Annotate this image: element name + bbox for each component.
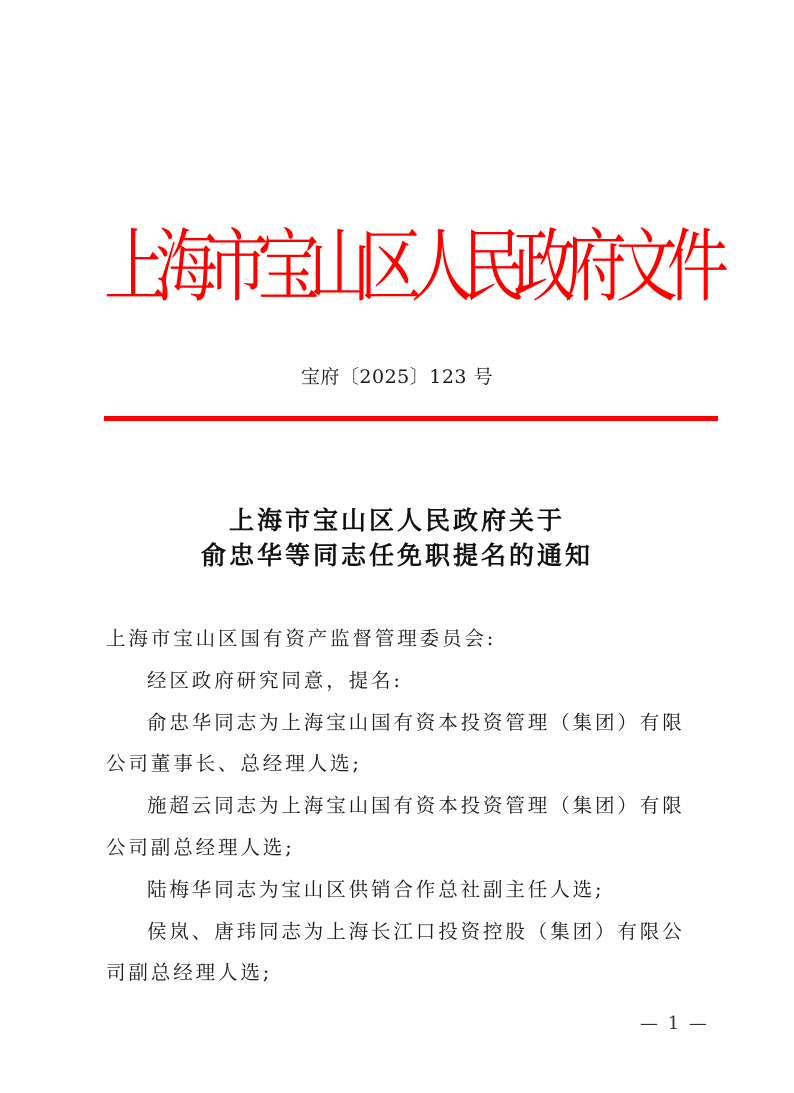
red-separator-rule [104, 416, 718, 421]
document-number: 宝府〔2025〕123 号 [300, 366, 494, 388]
masthead-char: 市 [206, 219, 269, 314]
body-paragraph: 陆梅华同志为宝山区供销合作总社副主任人选; [147, 877, 605, 901]
page-number: — 1 — [640, 1013, 709, 1034]
masthead-char: 民 [462, 219, 525, 314]
document-title [0, 503, 794, 573]
masthead-char: 山 [308, 219, 371, 314]
body-paragraph: 俞忠华同志为上海宝山国有资本投资管理（集团）有限公司董事长、总经理人选; [106, 710, 685, 776]
body-paragraph: 施超云同志为上海宝山国有资本投资管理（集团）有限公司副总经理人选; [106, 794, 685, 859]
document-masthead [104, 204, 729, 329]
body-paragraph: 侯岚、唐玮同志为上海长江口投资控股（集团）有限公司副总经理人选; [106, 919, 685, 985]
masthead-char: 海 [155, 219, 218, 314]
masthead-char: 府 [564, 219, 627, 314]
title-line-1: 上海市宝山区人民政府关于 [228, 506, 565, 535]
masthead-char: 文 [615, 219, 678, 314]
masthead-char: 人 [411, 219, 474, 314]
masthead-char: 宝 [257, 219, 320, 314]
title-line-2: 俞忠华等同志任免职提名的通知 [200, 541, 593, 570]
document-body [106, 618, 696, 994]
masthead-char: 政 [513, 219, 576, 314]
addressee: 上海市宝山区国有资产监督管理委员会: [106, 627, 497, 650]
body-paragraph: 经区政府研究同意，提名: [147, 668, 403, 692]
masthead-char: 区 [359, 219, 422, 314]
masthead-char: 件 [666, 219, 729, 314]
masthead-char: 上 [104, 219, 167, 314]
